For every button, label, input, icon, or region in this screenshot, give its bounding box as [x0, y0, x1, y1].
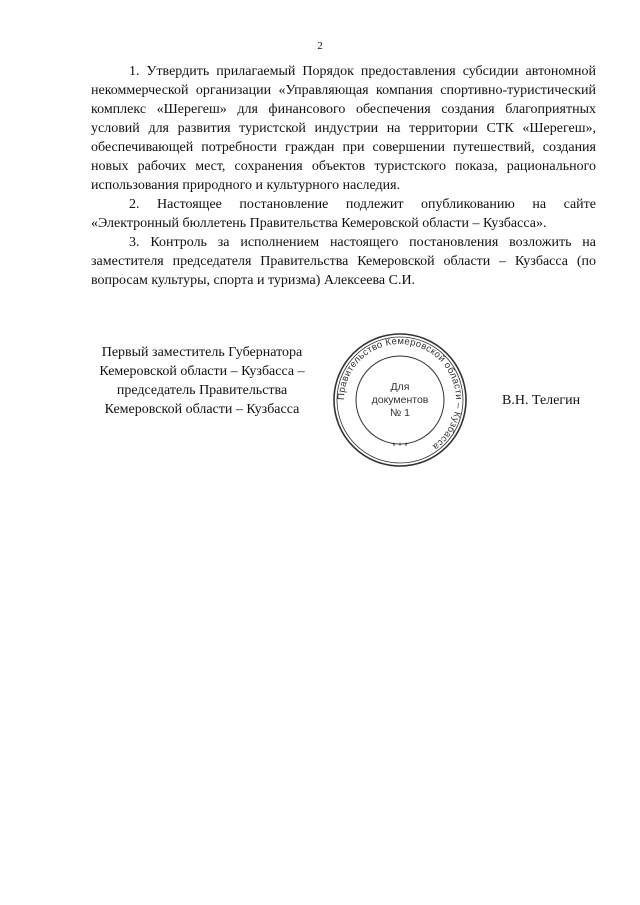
signatory-title-line: Первый заместитель Губернатора — [101, 345, 303, 360]
signatory-name: В.Н. Телегин — [502, 393, 581, 408]
resolution-body — [91, 62, 596, 290]
seal-stars: * * * — [392, 441, 408, 451]
official-seal — [330, 330, 470, 470]
paragraph-3: 3. Контроль за исполнением настоящего постановления возложить на заместителя председателя Правительства Кемеровской области – Кузбасса (по вопросам культуры, спорта и туризма) Алексеева С.И. — [91, 235, 596, 288]
seal-center-line: Для — [390, 381, 410, 393]
seal-ring-text: Правительство Кемеровской области – Кузбасса — [335, 335, 465, 453]
paragraph-1: 1. Утвердить прилагаемый Порядок предоставления субсидии автономной некоммерческой организации «Управляющая компания спортивно-туристический комплекс «Шерегеш» для финансового обеспечения создания благоприятных условий для развития туристской индустрии на территории СТК «Шерегеш», обеспечивающей потребности граждан при совершении путешествий, создания новых рабочих мест, сохранения объектов туристского показа, рационального использования природного и культурного наследия. — [91, 64, 596, 193]
signatory-title-line: Кемеровской области – Кузбасса — [104, 402, 300, 417]
signatory-title-line: Кемеровской области – Кузбасса – — [99, 364, 305, 379]
signatory-title-line: председатель Правительства — [116, 383, 288, 398]
seal-center-line: № 1 — [389, 407, 411, 419]
seal-center-line: документов — [371, 394, 429, 406]
page-number: 2 — [317, 40, 323, 52]
paragraph-2: 2. Настоящее постановление подлежит опубликованию на сайте «Электронный бюллетень Правительства Кемеровской области – Кузбасса». — [91, 197, 596, 231]
signatory-title — [82, 343, 322, 419]
